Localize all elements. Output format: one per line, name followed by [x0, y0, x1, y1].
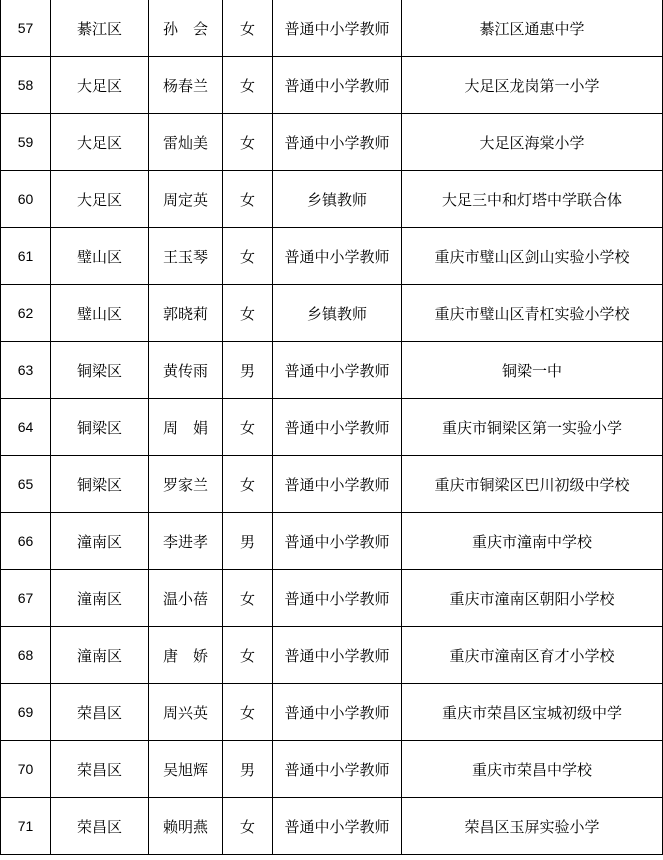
teacher-name-cell: 罗家兰 [149, 456, 223, 513]
category-cell: 普通中小学教师 [273, 0, 402, 57]
category-cell: 普通中小学教师 [273, 741, 402, 798]
district-cell: 潼南区 [51, 570, 149, 627]
school-cell: 大足区海棠小学 [402, 114, 663, 171]
district-cell: 荣昌区 [51, 798, 149, 855]
district-cell: 大足区 [51, 57, 149, 114]
table-row [1, 285, 663, 342]
gender-cell: 女 [223, 0, 273, 57]
row-number-cell: 64 [1, 399, 51, 456]
gender-cell: 女 [223, 114, 273, 171]
table-row [1, 684, 663, 741]
row-number-cell: 60 [1, 171, 51, 228]
district-cell: 大足区 [51, 171, 149, 228]
category-cell: 普通中小学教师 [273, 114, 402, 171]
table-row [1, 513, 663, 570]
table-row [1, 627, 663, 684]
school-cell: 重庆市璧山区青杠实验小学校 [402, 285, 663, 342]
category-cell: 乡镇教师 [273, 285, 402, 342]
school-cell: 重庆市荣昌中学校 [402, 741, 663, 798]
gender-cell: 女 [223, 285, 273, 342]
row-number-cell: 68 [1, 627, 51, 684]
school-cell: 重庆市潼南中学校 [402, 513, 663, 570]
gender-cell: 女 [223, 627, 273, 684]
category-cell: 普通中小学教师 [273, 228, 402, 285]
category-cell: 普通中小学教师 [273, 456, 402, 513]
school-cell: 大足三中和灯塔中学联合体 [402, 171, 663, 228]
school-cell: 重庆市铜梁区第一实验小学 [402, 399, 663, 456]
gender-cell: 女 [223, 684, 273, 741]
teacher-name-cell: 赖明燕 [149, 798, 223, 855]
school-cell: 重庆市潼南区育才小学校 [402, 627, 663, 684]
row-number-cell: 61 [1, 228, 51, 285]
row-number-cell: 59 [1, 114, 51, 171]
teacher-name-cell: 周兴英 [149, 684, 223, 741]
category-cell: 乡镇教师 [273, 171, 402, 228]
category-cell: 普通中小学教师 [273, 798, 402, 855]
table-row [1, 114, 663, 171]
teacher-name-cell: 黄传雨 [149, 342, 223, 399]
row-number-cell: 62 [1, 285, 51, 342]
table-row [1, 456, 663, 513]
table-row [1, 0, 663, 57]
teacher-name-cell: 杨春兰 [149, 57, 223, 114]
row-number-cell: 63 [1, 342, 51, 399]
row-number-cell: 67 [1, 570, 51, 627]
row-number-cell: 70 [1, 741, 51, 798]
teacher-name-cell: 周 娟 [149, 399, 223, 456]
table-row [1, 342, 663, 399]
row-number-cell: 71 [1, 798, 51, 855]
row-number-cell: 57 [1, 0, 51, 57]
school-cell: 重庆市璧山区剑山实验小学校 [402, 228, 663, 285]
school-cell: 重庆市铜梁区巴川初级中学校 [402, 456, 663, 513]
district-cell: 铜梁区 [51, 399, 149, 456]
gender-cell: 男 [223, 342, 273, 399]
teacher-name-cell: 吴旭辉 [149, 741, 223, 798]
table-row [1, 171, 663, 228]
teacher-name-cell: 唐 娇 [149, 627, 223, 684]
category-cell: 普通中小学教师 [273, 57, 402, 114]
row-number-cell: 58 [1, 57, 51, 114]
gender-cell: 女 [223, 798, 273, 855]
district-cell: 铜梁区 [51, 342, 149, 399]
school-cell: 荣昌区玉屏实验小学 [402, 798, 663, 855]
row-number-cell: 66 [1, 513, 51, 570]
teacher-name-cell: 雷灿美 [149, 114, 223, 171]
category-cell: 普通中小学教师 [273, 684, 402, 741]
gender-cell: 女 [223, 228, 273, 285]
category-cell: 普通中小学教师 [273, 399, 402, 456]
teacher-name-cell: 孙 会 [149, 0, 223, 57]
row-number-cell: 69 [1, 684, 51, 741]
table-body [1, 0, 663, 855]
district-cell: 铜梁区 [51, 456, 149, 513]
table-row [1, 57, 663, 114]
district-cell: 大足区 [51, 114, 149, 171]
school-cell: 重庆市潼南区朝阳小学校 [402, 570, 663, 627]
gender-cell: 男 [223, 513, 273, 570]
district-cell: 荣昌区 [51, 741, 149, 798]
district-cell: 綦江区 [51, 0, 149, 57]
table-row [1, 570, 663, 627]
row-number-cell: 65 [1, 456, 51, 513]
gender-cell: 女 [223, 570, 273, 627]
table-row [1, 798, 663, 855]
district-cell: 潼南区 [51, 627, 149, 684]
table-row [1, 399, 663, 456]
teacher-name-cell: 李进孝 [149, 513, 223, 570]
gender-cell: 女 [223, 456, 273, 513]
school-cell: 大足区龙岗第一小学 [402, 57, 663, 114]
teacher-name-cell: 温小蓓 [149, 570, 223, 627]
district-cell: 璧山区 [51, 228, 149, 285]
district-cell: 潼南区 [51, 513, 149, 570]
category-cell: 普通中小学教师 [273, 570, 402, 627]
gender-cell: 女 [223, 57, 273, 114]
gender-cell: 男 [223, 741, 273, 798]
table-row [1, 228, 663, 285]
district-cell: 荣昌区 [51, 684, 149, 741]
teacher-name-cell: 周定英 [149, 171, 223, 228]
teacher-name-cell: 郭晓莉 [149, 285, 223, 342]
gender-cell: 女 [223, 171, 273, 228]
table-row [1, 741, 663, 798]
school-cell: 重庆市荣昌区宝城初级中学 [402, 684, 663, 741]
gender-cell: 女 [223, 399, 273, 456]
category-cell: 普通中小学教师 [273, 342, 402, 399]
teacher-name-cell: 王玉琴 [149, 228, 223, 285]
category-cell: 普通中小学教师 [273, 627, 402, 684]
category-cell: 普通中小学教师 [273, 513, 402, 570]
school-cell: 铜梁一中 [402, 342, 663, 399]
school-cell: 綦江区通惠中学 [402, 0, 663, 57]
district-cell: 璧山区 [51, 285, 149, 342]
